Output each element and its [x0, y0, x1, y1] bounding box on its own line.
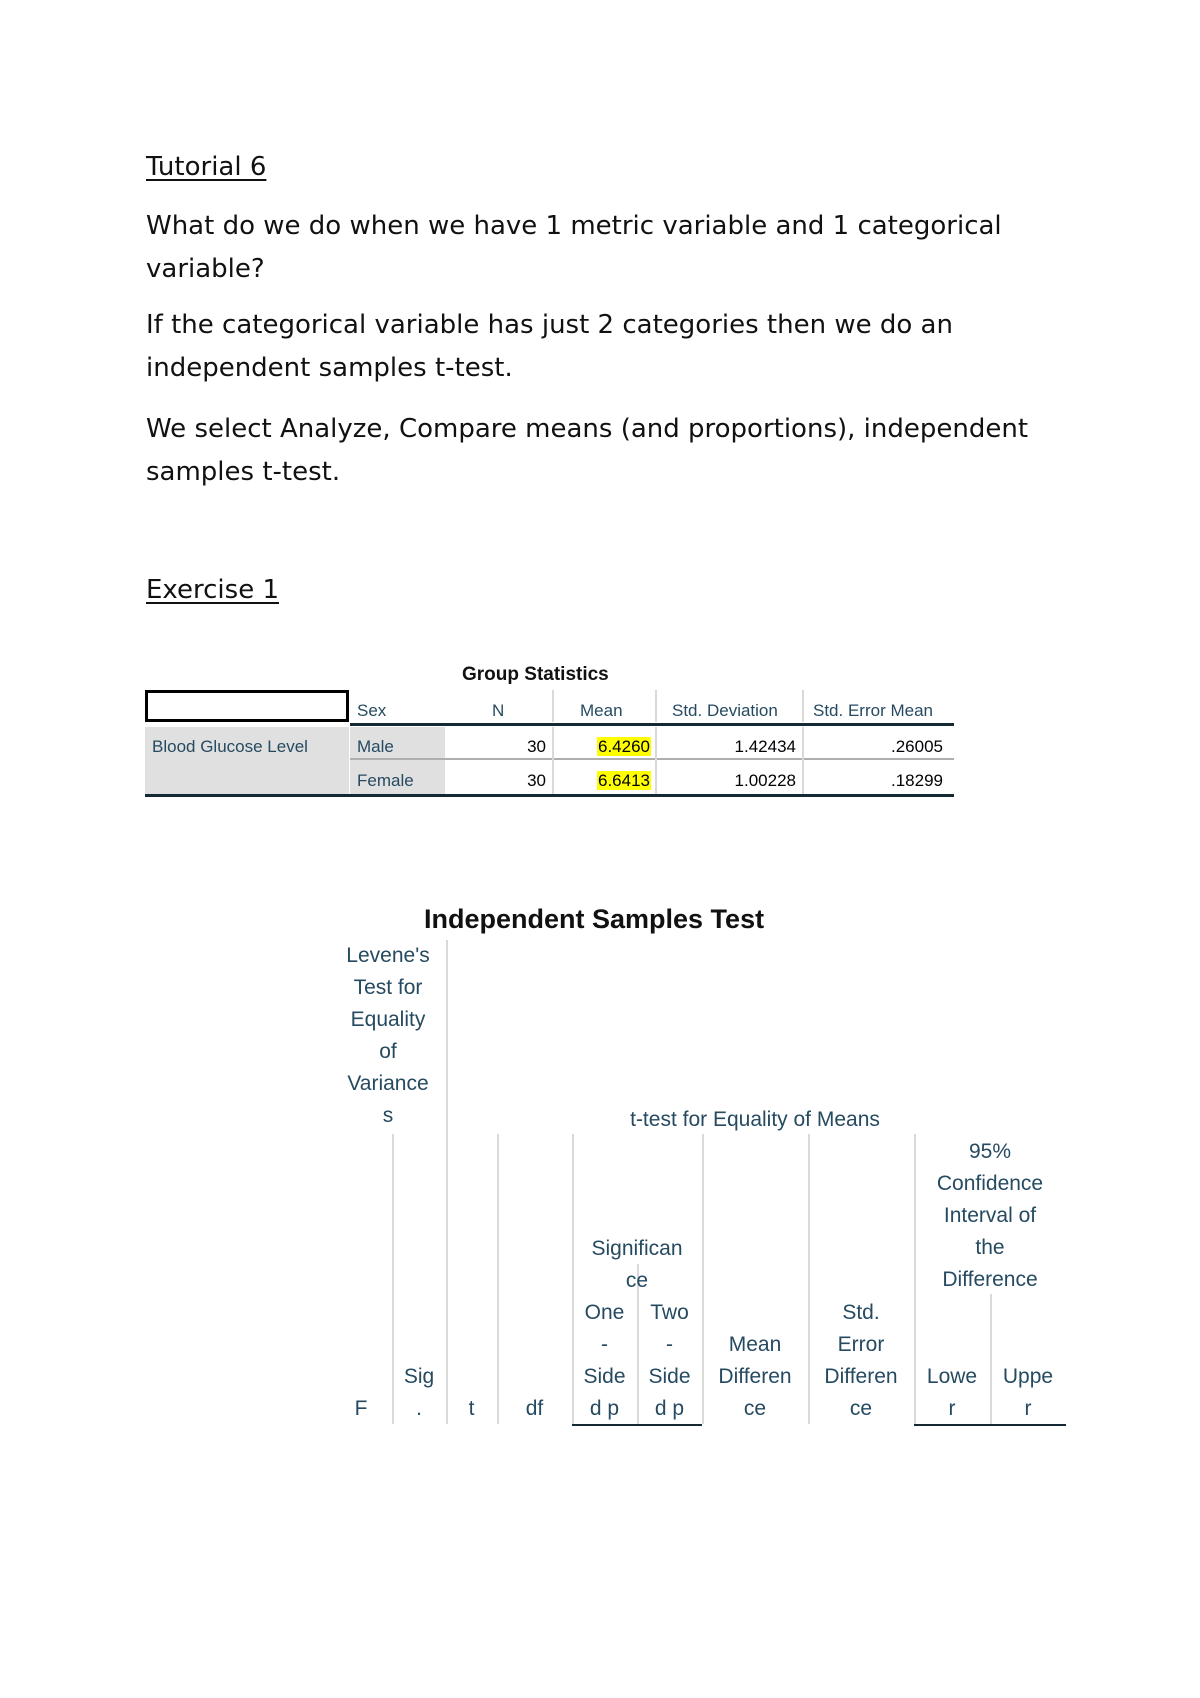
row-label-blood-glucose: Blood Glucose Level — [152, 737, 308, 756]
exercise-heading: Exercise 1 — [146, 575, 279, 605]
ttest-header: t-test for Equality of Means — [630, 1108, 880, 1131]
col-t: t — [468, 1397, 475, 1420]
cell-mean-male: 6.4260 — [598, 737, 650, 756]
group-statistics-title: Group Statistics — [462, 664, 609, 685]
cell-sd-male: 1.42434 — [734, 737, 796, 756]
col-sig: Sig . — [403, 1365, 435, 1420]
cell-se-male: .26005 — [891, 737, 943, 756]
col-std-error-difference: Std. Error Differen ce — [824, 1301, 898, 1420]
col-two-sided-p: Two - Side d p — [648, 1301, 691, 1420]
header-std-deviation: Std. Deviation — [672, 701, 778, 720]
cell-se-female: .18299 — [891, 771, 943, 790]
header-std-error-mean: Std. Error Mean — [813, 701, 933, 720]
independent-samples-title: Independent Samples Test — [424, 904, 765, 934]
col-mean-difference: Mean Differen ce — [718, 1333, 792, 1420]
col-df: df — [525, 1397, 544, 1420]
cell-mean-female: 6.6413 — [598, 771, 650, 790]
col-one-sided-p: One - Side d p — [583, 1301, 626, 1420]
header-sex: Sex — [357, 701, 387, 720]
paragraph-intro: What do we do when we have 1 metric variable and 1 categorical variable? — [146, 211, 1002, 284]
cell-n-male: 30 — [527, 737, 546, 756]
col-f: F — [354, 1397, 368, 1420]
col-upper: Uppe r — [1002, 1365, 1054, 1420]
cell-n-female: 30 — [527, 771, 546, 790]
cell-sd-female: 1.00228 — [734, 771, 796, 790]
header-n: N — [492, 701, 505, 720]
paragraph-categories: If the categorical variable has just 2 categories then we do an independent samples t-test. — [146, 310, 953, 383]
corner-cell — [145, 690, 349, 722]
row-sex-female: Female — [357, 771, 414, 790]
col-lower: Lowe r — [926, 1365, 978, 1420]
confidence-interval-header: 95% Confidence Interval of the Difference — [936, 1140, 1044, 1291]
page-title: Tutorial 6 — [146, 152, 267, 182]
significance-header: Significan ce — [591, 1237, 683, 1292]
header-mean: Mean — [580, 701, 623, 720]
row-sex-male: Male — [357, 737, 394, 756]
levene-header: Levene's Test for Equality of Variance s — [346, 944, 430, 1127]
paragraph-menu-path: We select Analyze, Compare means (and proportions), independent samples t-test. — [146, 414, 1029, 487]
